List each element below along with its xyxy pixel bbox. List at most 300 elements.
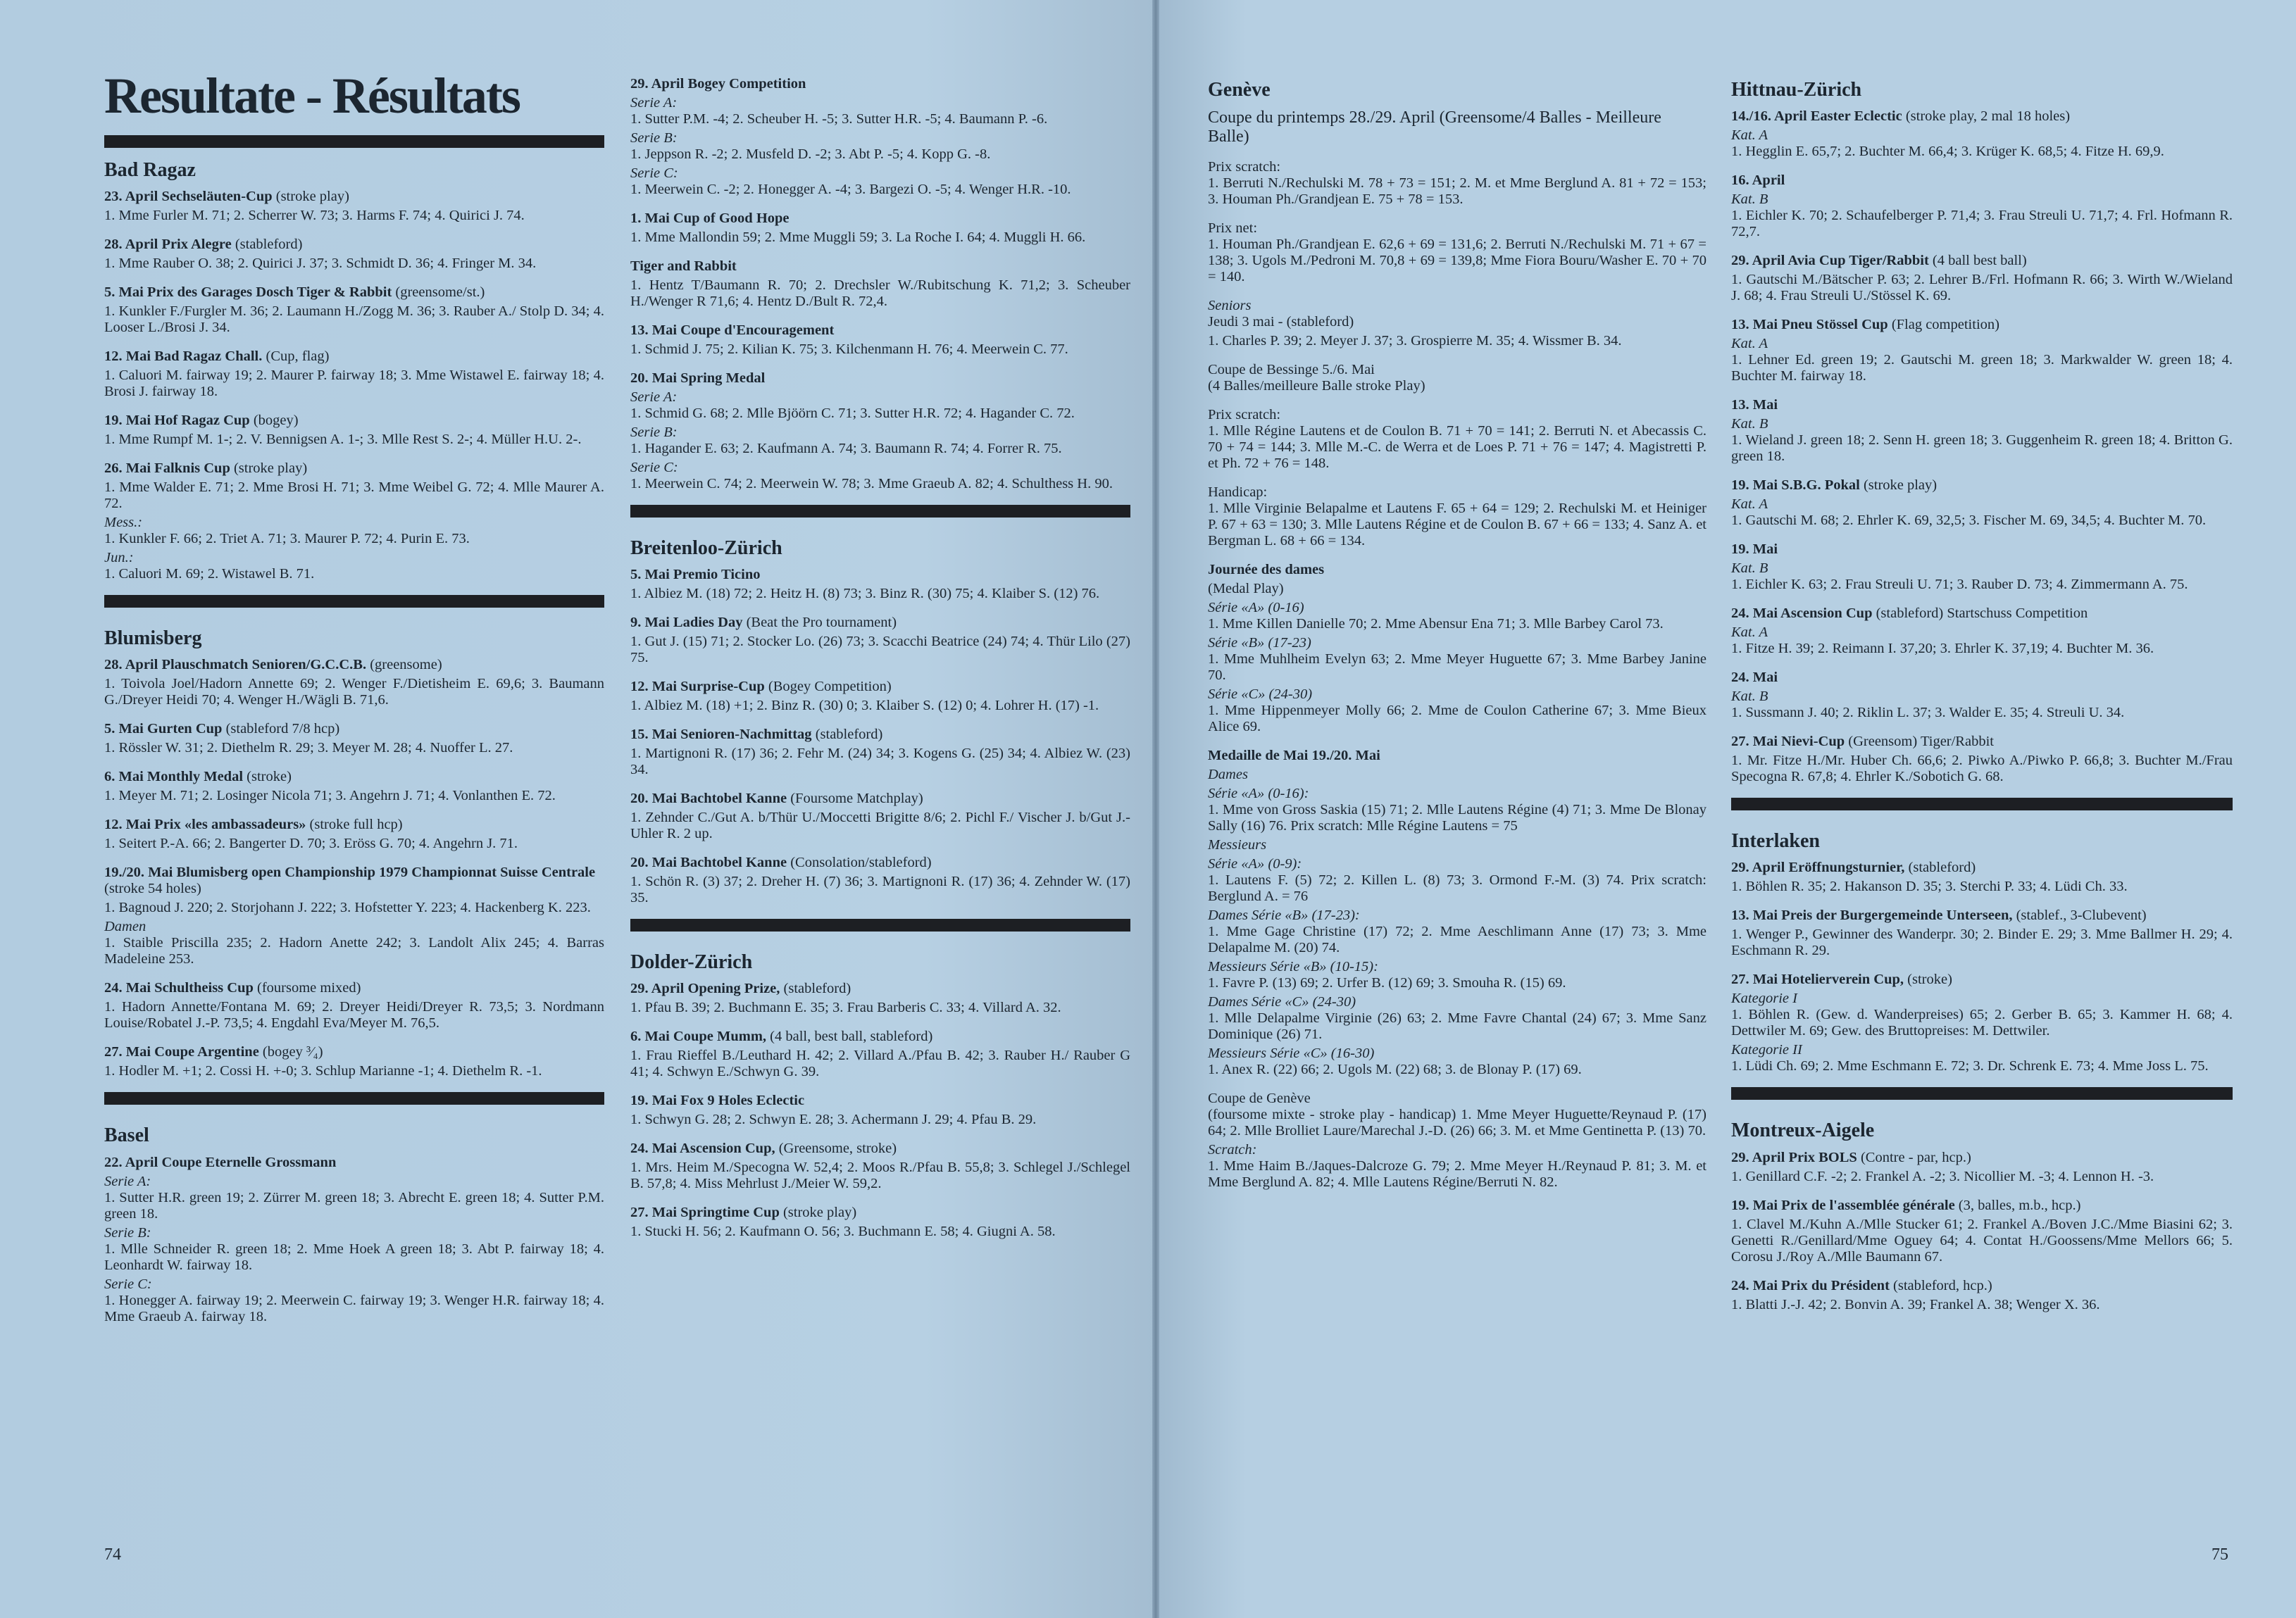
result-group [104,432,604,448]
result-group [1731,127,2233,160]
event-block [630,1141,1130,1192]
event-name: 13. Mai Pneu Stössel Cup [1731,317,1888,333]
result-group [630,586,1130,602]
event-title [630,567,1130,583]
result-text: 1. Wieland J. green 18; 2. Senn H. green 18; 3. Guggenheim R. green 18; 4. Britton G. green 18. [1731,432,2233,465]
result-text: 1. Hagander E. 63; 2. Kaufmann A. 74; 3. Baumann R. 74; 4. Forrer R. 75. [630,441,1062,456]
result-group [1208,484,1707,549]
result-group [104,479,604,512]
result-text: 1. Clavel M./Kuhn A./Mlle Stucker 61; 2. Frankel A./Boven J.C./Mme Biasini 62; 3. Genetti R./Genillard/Mme Oguey 64; 4. Contat H./Goossens/Mme Mellors 66; 5. Corosu J./Roy A./Mlle Baumann 67. [1731,1216,2233,1265]
event-format: (stableford 7/8 hcp) [222,721,340,737]
group-label: Kat. A [1731,625,1768,641]
result-group [1731,496,2233,529]
result-text: 1. Lüdi Ch. 69; 2. Mme Eschmann E. 72; 3. Dr. Schrenk E. 73; 4. Mme Joss L. 75. [1731,1058,2209,1074]
event-format: (3, balles, m.b., hcp.) [1954,1197,2081,1213]
group-label: Coupe de Genève [1208,1091,1311,1107]
event-name: 20. Mai Bachtobel Kanne [630,855,787,871]
event-name: 24. Mai Ascension Cup, [630,1141,775,1157]
event-title [104,237,604,253]
result-group [104,900,604,916]
event-title [1731,477,2233,494]
result-group [1208,786,1707,834]
event-format: (foursome mixed) [253,980,361,996]
result-group [104,208,604,224]
result-group [1208,159,1707,208]
result-group [1208,581,1707,597]
result-group [1208,220,1707,285]
club-heading: Genève [1208,79,1271,101]
result-group [630,460,1130,492]
event-block [104,1044,604,1079]
result-text: 1. Mlle Schneider R. green 18; 2. Mme Hoek A green 18; 3. Abt P. fairway 18; 4. Leonhardt W. fairway 18. [104,1241,604,1273]
event-title [104,817,604,833]
event-name: 19. Mai Fox 9 Holes Eclectic [630,1093,805,1109]
event-format: (stroke play) [779,1205,857,1221]
event-block [1731,108,2233,160]
result-group [104,1277,604,1325]
result-text: 1. Hadorn Annette/Fontana M. 69; 2. Dreyer Heidi/Dreyer R. 73,5; 3. Nordmann Louise/Robatel J.-P. 73,5; 4. Engdahl Eva/Meyer M. 76,5. [104,999,604,1031]
event-block [1731,860,2233,895]
club-heading: Breitenloo-Zürich [630,537,782,559]
event-title [104,284,604,301]
event-format: (Foursome Matchplay) [787,791,923,807]
group-label: Kat. A [1731,127,1768,144]
result-group [630,1160,1130,1192]
result-text: 1. Mme Rumpf M. 1-; 2. V. Bennigsen A. 1-; 3. Mlle Rest S. 2-; 4. Müller H.U. 2-. [104,432,582,448]
event-format: (Greensom) Tiger/Rabbit [1845,734,1994,750]
event-name: 19. Mai S.B.G. Pokal [1731,477,1860,494]
club-heading: Hittnau-Zürich [1731,79,1862,101]
result-text: 1. Schmid G. 68; 2. Mlle Bjöörn C. 71; 3. Sutter H.R. 72; 4. Hagander C. 72. [630,406,1075,421]
result-text: 1. Toivola Joel/Hadorn Annette 69; 2. Wenger F./Dietisheim E. 69,6; 3. Baumann G./Dreyer Heidi 70; 4. Wenger H./Wägli B. 71,6. [104,676,604,708]
event-name: 9. Mai Ladies Day [630,615,743,631]
event-format: (stroke full hcp) [306,817,403,833]
result-text: 1. Anex R. (22) 66; 2. Ugols M. (22) 68; 3. de Blonay P. (17) 69. [1208,1062,1582,1078]
event-format: (Flag competition) [1888,317,1999,333]
result-group [1731,991,2233,1039]
event-block [1731,606,2233,657]
event-format: (Beat the Pro tournament) [742,615,897,631]
result-group [1208,837,1707,853]
result-text: 1. Gautschi M. 68; 2. Ehrler K. 69, 32,5; 3. Fischer M. 69, 34,5; 4. Buchter M. 70. [1731,513,2207,529]
event-block [630,211,1130,246]
event-format: (greensome/st.) [392,284,485,301]
event-name: 23. April Sechseläuten-Cup [104,189,273,205]
result-text: 1. Kunkler F./Furgler M. 36; 2. Laumann H./Zogg M. 36; 3. Rauber A./ Stolp D. 34; 4. Looser L./Brosi J. 34. [104,303,604,336]
result-text: 1. Rössler W. 31; 2. Diethelm R. 29; 3. Meyer M. 28; 4. Nuoffer L. 27. [104,740,513,756]
result-group [104,1063,604,1079]
result-group [1208,1046,1707,1078]
club-heading: Basel [104,1124,149,1147]
page-title: Resultate - Résultats [104,68,520,124]
column-1 [104,0,604,1338]
result-group [104,788,604,804]
event-title [104,460,604,477]
result-group [1731,927,2233,959]
club-heading: Interlaken [1731,830,1820,853]
result-text: 1. Mme Hippenmeyer Molly 66; 2. Mme de Coulon Catherine 67; 3. Mme Bieux Alice 69. [1208,703,1707,735]
event-title [104,189,604,205]
event-name: 19. Mai Prix de l'assemblée générale [1731,1197,1955,1213]
event-name: 1. Mai Cup of Good Hope [630,211,790,226]
event-name: 13. Mai Coupe d'Encouragement [630,322,835,338]
event-block [1731,972,2233,1074]
event-format: (greensome) [366,657,442,673]
event-name: 27. Mai Nievi-Cup [1731,734,1845,750]
group-label: Série «B» (17-23) [1208,635,1311,651]
event-format: (stroke) [1904,972,1952,988]
result-group [1208,994,1707,1043]
event-name: 5. Mai Premio Ticino [630,567,761,583]
result-text: 1. Meerwein C. -2; 2. Honegger A. -4; 3. Bargezi O. -5; 4. Wenger H.R. -10. [630,182,1071,197]
result-group [1208,856,1707,905]
result-group [1731,625,2233,657]
group-label: Série «A» (0-16) [1208,600,1304,616]
result-group [1208,686,1707,735]
group-label: Serie A: [630,389,678,405]
event-name: 6. Mai Monthly Medal [104,769,244,785]
event-block [104,817,604,852]
event-title [630,855,1130,871]
group-label: Kat. B [1731,560,1768,577]
group-label: Kat. B [1731,689,1768,705]
event-name: 24. Mai [1731,670,1778,686]
group-label: Scratch: [1208,1142,1257,1158]
result-group [1208,333,1707,349]
event-title [1731,108,2233,125]
event-name: 29. April Prix BOLS [1731,1149,1857,1165]
column-2 [630,0,1130,1253]
result-group [1731,689,2233,721]
result-text: 1. Eichler K. 70; 2. Schaufelberger P. 71,4; 3. Frau Streuli U. 71,7; 4. Frl. Hofmann R. 72,7. [1731,208,2233,240]
event-title [1731,541,2233,558]
event-title [104,769,604,785]
event-block [630,370,1130,492]
event-name: 24. Mai Prix du Président [1731,1277,1890,1293]
result-text: 1. Böhlen R. 35; 2. Hakanson D. 35; 3. Sterchi P. 33; 4. Lüdi Ch. 33. [1731,879,2128,895]
result-group [630,230,1130,246]
group-label: Kat. B [1731,416,1768,432]
event-title [104,413,604,429]
event-name: 5. Mai Prix des Garages Dosch Tiger & Rabbit [104,284,392,301]
result-text: 1. Hegglin E. 65,7; 2. Buchter M. 66,4; 3. Krüger K. 68,5; 4. Fitze H. 69,9. [1731,144,2164,160]
event-format: (stroke play) [230,460,308,477]
result-text: 1. Zehnder C./Gut A. b/Thür U./Moccetti Brigitte 8/6; 2. Pichl F./ Vischer J. b/Gut J.-Uhler R. 2 up. [630,810,1130,842]
event-block [1208,407,1707,472]
event-block [630,1029,1130,1080]
event-format: (bogey ³⁄₄) [258,1044,323,1060]
event-name: 5. Mai Gurten Cup [104,721,223,737]
result-group [630,1048,1130,1080]
result-group [630,277,1130,310]
result-group [1731,272,2233,304]
result-text: 1. Mme Gage Christine (17) 72; 2. Mme Aeschlimann Anne (17) 73; 3. Mme Delapalme M. (20) 74. [1208,924,1707,956]
event-name: 27. Mai Coupe Argentine [104,1044,259,1060]
event-title [630,211,1130,227]
result-text: 1. Sussmann J. 40; 2. Riklin L. 37; 3. Walder E. 35; 4. Streuli U. 34. [1731,705,2125,721]
event-block [1731,541,2233,593]
event-title [1731,1278,2233,1294]
event-title [630,727,1130,743]
result-text: 1. Blatti J.-J. 42; 2. Bonvin A. 39; Frankel A. 38; Wenger X. 36. [1731,1296,2100,1312]
event-title [630,76,1130,92]
result-text: 1. Mrs. Heim M./Specogna W. 52,4; 2. Moos R./Pfau B. 55,8; 3. Schlegel J./Schlegel B. 57,8; 4. Miss Mehrlust J./Meier W. 59,2. [630,1160,1130,1192]
result-text: 1. Seitert P.-A. 66; 2. Bangerter D. 70; 3. Eröss G. 70; 4. Angehrn J. 71. [104,836,518,852]
group-label: Serie C: [104,1276,152,1292]
result-group [1731,416,2233,465]
result-text: 1. Berruti N./Rechulski M. 78 + 73 = 151; 2. M. et Mme Berglund A. 81 + 72 = 153; 3. Houman Ph./Grandjean E. 75 + 78 = 153. [1208,175,1707,208]
event-format: (stroke) [243,769,292,785]
event-block [1208,1091,1707,1191]
event-name: 19. Mai [1731,541,1778,558]
result-group [1208,362,1707,394]
result-group [104,676,604,708]
result-text: 1. Jeppson R. -2; 2. Musfeld D. -2; 3. Abt P. -5; 4. Kopp G. -8. [630,146,991,162]
event-format: (Consolation/stableford) [787,855,932,871]
result-group [1731,753,2233,785]
event-name: 27. Mai Springtime Cup [630,1205,780,1221]
result-group [630,389,1130,422]
event-name: 29. April Opening Prize, [630,981,780,997]
event-block [1208,159,1707,208]
result-text: 1. Pfau B. 39; 2. Buchmann E. 35; 3. Frau Barberis C. 33; 4. Villard A. 32. [630,1000,1061,1016]
event-name: 12. Mai Surprise-Cup [630,679,765,695]
result-text: 1. Mlle Virginie Belapalme et Lautens F. 65 + 64 = 129; 2. Rechulski M. et Heiniger P. 67 + 63 = 130; 3. Mlle Lautens Régine et de Coulon B. 67 + 66 = 133; 4. Sanz A. et Bergman L. 68 + 66 = 134. [1208,501,1707,549]
section-rule [630,919,1130,932]
event-name: 12. Mai Prix «les ambassadeurs» [104,817,306,833]
event-title [1731,908,2233,924]
group-label: Messieurs Série «C» (16-30) [1208,1046,1375,1062]
group-label: Serie A: [630,95,678,111]
section-rule [104,135,604,148]
group-label: Prix scratch: [1208,159,1281,175]
event-name: 19./20. Mai Blumisberg open Championship 1979 Championnat Suisse Centrale [104,865,596,881]
page-gutter [1152,0,1159,1618]
result-group [1731,879,2233,895]
result-text: 1. Mlle Delapalme Virginie (26) 63; 2. Mme Favre Chantal (24) 67; 3. Mme Sanz Dominique (26) 71. [1208,1010,1707,1043]
event-block [104,284,604,336]
result-group [104,1225,604,1274]
event-block [1208,220,1707,285]
result-text: 1. Mme Muhlheim Evelyn 63; 2. Mme Meyer Huguette 67; 3. Mme Barbey Janine 70. [1208,651,1707,684]
event-title [104,657,604,673]
event-name: 24. Mai Ascension Cup [1731,606,1873,622]
section-rule [630,505,1130,518]
result-text: 1. Schön R. (3) 37; 2. Dreher H. (7) 36; 3. Martignoni R. (17) 36; 4. Zehnder W. (17) 35. [630,874,1130,906]
event-title [1208,562,1707,578]
club-heading: Montreux-Aigele [1731,1120,1875,1142]
group-label: Serie B: [630,425,678,440]
result-text: 1. Meyer M. 71; 2. Losinger Nicola 71; 3. Angehrn J. 71; 4. Vonlanthen E. 72. [104,788,556,804]
event-format: (Cup, flag) [262,349,330,365]
result-text: 1. Sutter H.R. green 19; 2. Zürrer M. green 18; 3. Abrecht E. green 18; 4. Sutter P.M. green 18. [104,1189,604,1222]
result-text: 1. Martignoni R. (17) 36; 2. Fehr M. (24) 34; 3. Kogens G. (25) 34; 4. Albiez W. (23) 34. [630,746,1130,778]
group-label: Serie C: [630,165,678,181]
event-format: (stroke play) [272,189,349,205]
result-group [104,919,604,967]
result-text: 1. Lautens F. (5) 72; 2. Killen L. (8) 73; 3. Ormond F.-M. (3) 74. Prix scratch: Berglund A. = 76 [1208,872,1707,905]
section-rule [1731,798,2233,810]
result-group [104,1174,604,1222]
result-text: 1. Albiez M. (18) 72; 2. Heitz H. (8) 73; 3. Binz R. (30) 75; 4. Klaiber S. (12) 76. [630,586,1100,602]
result-text: 1. Böhlen R. (Gew. d. Wanderpreises) 65; 2. Gerber B. 65; 3. Kammer H. 68; 4. Dettwiler M. 69; Gew. des Bruttopreises: M. Dettwiler. [1731,1007,2233,1039]
club-heading: Bad Ragaz [104,159,196,181]
event-format: (stableford) [231,237,303,253]
event-title [104,349,604,365]
event-format: (stroke play) [1859,477,1938,494]
result-group [1208,298,1707,330]
event-title [104,865,604,897]
event-name: 15. Mai Senioren-Nachmittag [630,727,812,743]
result-group [1208,1142,1707,1191]
event-block [104,657,604,708]
result-text: 1. Mme Rauber O. 38; 2. Quirici J. 37; 3. Schmidt D. 36; 4. Fringer M. 34. [104,256,537,272]
result-text: (4 Balles/meilleure Balle stroke Play) [1208,378,1425,394]
result-group [630,425,1130,457]
event-block [1208,484,1707,549]
group-label: Serie C: [630,460,678,475]
result-text: Jeudi 3 mai - (stableford) [1208,314,1354,330]
event-block [104,349,604,400]
result-text: 1. Charles P. 39; 2. Meyer J. 37; 3. Grospierre M. 35; 4. Wissmer B. 34. [1208,333,1622,349]
result-text: 1. Honegger A. fairway 19; 2. Meerwein C. fairway 19; 3. Wenger H.R. fairway 18; 4. Mme Graeub A. fairway 18. [104,1292,604,1324]
event-title [630,1141,1130,1157]
result-group [1731,560,2233,593]
event-title [1731,860,2233,876]
group-label: Handicap: [1208,484,1268,501]
event-name: 20. Mai Spring Medal [630,370,766,386]
result-text: 1. Mme von Gross Saskia (15) 71; 2. Mlle Lautens Régine (4) 71; 3. Mme De Blonay Sally (16) 76. Prix scratch: Mlle Régine Lautens = 75 [1208,802,1707,834]
group-label: Dames Série «B» (17-23): [1208,908,1360,924]
event-name: 26. Mai Falknis Cup [104,460,230,477]
event-block [630,679,1130,714]
result-group [630,1000,1130,1016]
event-block [104,1155,604,1325]
event-title [1208,748,1707,764]
result-group [630,746,1130,778]
result-group [630,874,1130,906]
event-block [1731,670,2233,721]
result-group [630,810,1130,842]
event-name: 13. Mai [1731,397,1778,413]
result-text: 1. Stucki H. 56; 2. Kaufmann O. 56; 3. Buchmann E. 58; 4. Giugni A. 58. [630,1224,1056,1240]
event-title [1731,397,2233,413]
group-label: Damen [104,919,146,935]
event-format: (stableford) Startschuss Competition [1872,606,2088,622]
event-title [1731,1198,2233,1214]
result-group [630,165,1130,198]
event-block [1731,1278,2233,1313]
result-text: 1. Eichler K. 63; 2. Frau Streuli U. 71; 3. Rauber D. 73; 4. Zimmermann A. 75. [1731,577,2188,593]
event-block [630,1205,1130,1240]
result-group [630,130,1130,163]
group-label: Série «C» (24-30) [1208,686,1313,703]
column-body [104,159,604,1325]
event-block [630,615,1130,666]
section-rule [1731,1087,2233,1100]
event-block [630,76,1130,198]
column-body [1731,79,2233,1313]
group-label: Prix net: [1208,220,1258,237]
group-label: Série «A» (0-9): [1208,856,1302,872]
result-group [630,341,1130,358]
club-heading: Blumisberg [104,627,202,650]
event-title [1731,670,2233,686]
event-name: 29. April Eröffnungsturnier, [1731,860,1905,876]
result-group [630,1224,1130,1240]
result-group [104,256,604,272]
event-format: (stableford, hcp.) [1889,1277,1992,1293]
event-title [630,1205,1130,1221]
result-text: 1. Frau Rieffel B./Leuthard H. 42; 2. Villard A./Pfau B. 42; 3. Rauber H./ Rauber G 41; 4. Schwyn E./Schwyn G. 39. [630,1048,1130,1080]
event-name: 29. April Avia Cup Tiger/Rabbit [1731,253,1929,269]
event-name: 14./16. April Easter Eclectic [1731,108,1902,125]
result-group [630,698,1130,714]
result-group [104,740,604,756]
event-format: (bogey) [249,413,299,429]
event-block [630,791,1130,842]
event-block [630,1093,1130,1128]
result-text: 1. Wenger P., Gewinner des Wanderpr. 30; 2. Binder E. 29; 3. Mme Ballmer H. 29; 4. Eschmann R. 29. [1731,927,2233,959]
result-text: (foursome mixte - stroke play - handicap) 1. Mme Meyer Huguette/Reynaud P. (17) 64; 2. Mlle Brolliet Laure/Marechal J.-D. (26) 66; 3. M. et Mme Gentinetta P. (13) 70. [1208,1107,1707,1139]
event-name: 28. April Prix Alegre [104,237,232,253]
result-text: 1. Kunkler F. 66; 2. Triet A. 71; 3. Maurer P. 72; 4. Purin E. 73. [104,531,470,547]
event-title [104,1155,604,1171]
event-block [1208,108,1707,146]
event-title [630,679,1130,695]
result-text: 1. Mlle Régine Lautens et de Coulon B. 71 + 70 = 141; 2. Berruti N. et Abecassis C. 70 + 74 = 144; 3. Mlle M.-C. de Werra et de Loes P. 71 + 76 = 147; 4. Magistretti P. et Ph. 72 + 76 = 148. [1208,423,1707,472]
group-label: Série «A» (0-16): [1208,786,1309,802]
group-label: Prix scratch: [1208,407,1281,423]
result-group [1208,635,1707,684]
group-label: Messieurs [1208,837,1267,853]
result-group [1731,1217,2233,1265]
result-text: 1. Mme Walder E. 71; 2. Mme Brosi H. 71; 3. Mme Weibel G. 72; 4. Mlle Maurer A. 72. [104,479,604,512]
page-number-left: 74 [104,1545,121,1564]
event-name: Medaille de Mai 19./20. Mai [1208,748,1380,764]
result-group [1731,336,2233,384]
column-body [1208,79,1707,1191]
result-group [1208,959,1707,991]
result-text: 1. Fitze H. 39; 2. Reimann I. 37,20; 3. Ehrler K. 37,19; 4. Buchter M. 36. [1731,641,2154,657]
event-block [630,855,1130,906]
result-group [104,368,604,400]
result-group [630,95,1130,127]
event-block [1208,748,1707,1078]
event-title [630,258,1130,275]
group-label: Dames [1208,767,1248,783]
group-label: Seniors [1208,298,1252,314]
event-block [104,460,604,582]
section-rule [104,1092,604,1105]
event-name: 13. Mai Preis der Burgergemeinde Unterseen, [1731,908,2013,924]
event-name: 22. April Coupe Eternelle Grossmann [104,1154,337,1170]
event-title [630,1029,1130,1045]
event-name: Coupe du printemps 28./29. April (Greensome/4 Balles - Meilleure Balle) [1208,108,1661,146]
event-name: Journée des dames [1208,562,1325,578]
result-text: 1. Mme Haim B./Jaques-Dalcroze G. 79; 2. Mme Meyer H./Reynaud P. 81; 3. M. et Mme Berglund A. 82; 4. Mlle Lautens Régine/Berruti N. 82. [1208,1158,1707,1191]
event-block [630,322,1130,358]
event-block [104,769,604,804]
event-format: (4 ball, best ball, stableford) [766,1029,933,1045]
result-text: 1. Favre P. (13) 69; 2. Urfer B. (12) 69; 3. Smouha R. (15) 69. [1208,975,1566,991]
result-group [1208,1091,1707,1139]
event-block [1731,477,2233,529]
event-block [1731,397,2233,465]
event-block [104,237,604,272]
event-name: 24. Mai Schultheiss Cup [104,980,254,996]
result-text: 1. Mme Mallondin 59; 2. Mme Muggli 59; 3. La Roche I. 64; 4. Muggli H. 66. [630,230,1086,245]
